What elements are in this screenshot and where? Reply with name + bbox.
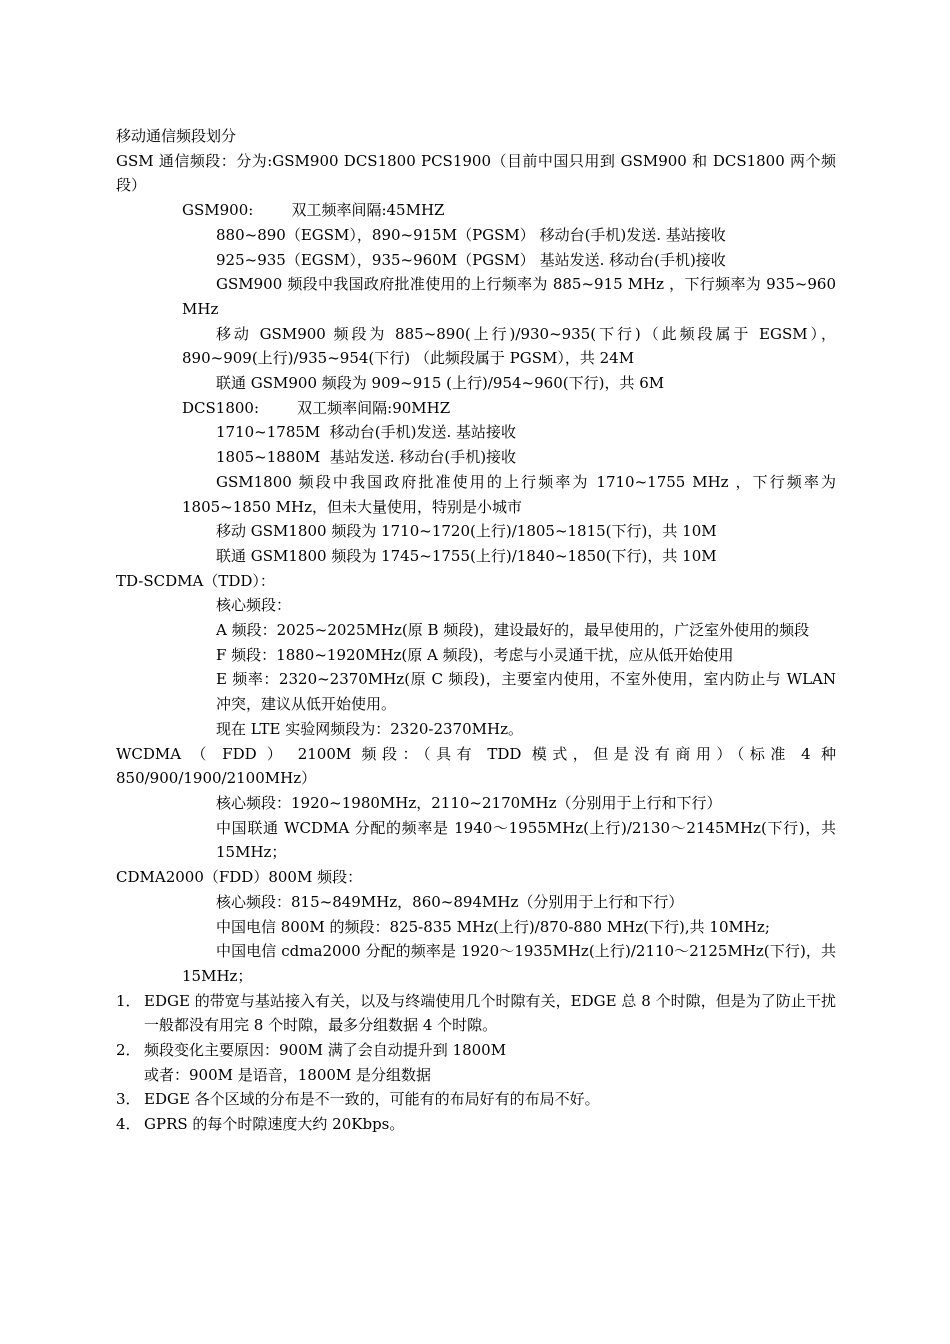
- dcs1800-line-1: 1710~1785M 移动台(手机)发送. 基站接收: [216, 423, 517, 442]
- note-item: [116, 1087, 836, 1112]
- dcs1800-line-3: GSM1800 频段中我国政府批准使用的上行频率为 1710~1755 MHz ，下行频率为 1805~1850 MHz，但未大量使用，特别是小城市: [182, 472, 836, 516]
- wcdma-core: 核心频段：1920~1980MHz，2110~2170MHz（分别用于上行和下行）: [216, 793, 722, 812]
- gsm900-line-5: 联通 GSM900 频段为 909~915 (上行)/954~960(下行)，共 6M: [216, 374, 665, 393]
- note-item: [116, 989, 836, 1038]
- wcdma-heading: WCDMA （ FDD ） 2100M 频段：（具有 TDD 模式，但是没有商用）（标准 4 种 850/900/1900/2100MHz）: [116, 744, 836, 788]
- td-band-e: E 频率：2320~2370MHz(原 C 频段)，主要室内使用，不室外使用，室内防止与 WLAN 冲突，建议从低开始使用。: [216, 670, 836, 714]
- note-item: [116, 1063, 836, 1088]
- td-core-label: 核心频段：: [216, 596, 292, 615]
- dcs1800-heading: DCS1800: 双工频率间隔:90MHZ: [182, 398, 451, 417]
- note-item: [116, 1038, 836, 1063]
- gsm900-line-2: 925~935（EGSM），935~960M（PGSM） 基站发送. 移动台(手机)接收: [216, 250, 726, 269]
- note-item: [116, 1112, 836, 1137]
- td-scdma-heading: TD-SCDMA（TDD）：: [116, 571, 275, 590]
- note-number: 4．: [116, 1115, 141, 1134]
- wcdma-unicom: 中国联通 WCDMA 分配的频率是 1940～1955MHz(上行)/2130～2145MHz(下行)，共 15MHz；: [216, 818, 836, 862]
- gsm900-line-1: 880~890（EGSM），890~915M（PGSM） 移动台(手机)发送. 基站接收: [216, 225, 726, 244]
- dcs1800-line-2: 1805~1880M 基站发送. 移动台(手机)接收: [216, 448, 517, 467]
- doc-title: 移动通信频段划分: [116, 127, 237, 145]
- cdma-telecom-800: 中国电信 800M 的频段：825-835 MHz(上行)/870-880 MHz(下行),共 10MHz;: [216, 917, 770, 936]
- note-number: 1．: [116, 991, 141, 1010]
- cdma2000-heading: CDMA2000（FDD）800M 频段：: [116, 868, 363, 887]
- note-text: EDGE 各个区域的分布是不一致的，可能有的布局好有的布局不好。: [144, 1090, 600, 1109]
- td-band-a: A 频段：2025~2025MHz(原 B 频段)，建设最好的，最早使用的，广泛室外使用的频段: [216, 621, 810, 640]
- note-text: 频段变化主要原因：900M 满了会自动提升到 1800M: [144, 1041, 507, 1060]
- dcs1800-line-4: 移动 GSM1800 频段为 1710~1720(上行)/1805~1815(下行)，共 10M: [216, 522, 717, 541]
- note-text: EDGE 的带宽与基站接入有关，以及与终端使用几个时隙有关，EDGE 总 8 个时隙，但是为了防止干扰一般都没有用完 8 个时隙，最多分组数据 4 个时隙。: [144, 991, 836, 1035]
- document-page: [116, 124, 836, 1137]
- gsm900-line-3: GSM900 频段中我国政府批准使用的上行频率为 885~915 MHz ，下行频率为 935~960 MHz: [182, 275, 836, 318]
- cdma-telecom-2000: 中国电信 cdma2000 分配的频率是 1920～1935MHz(上行)/2110～2125MHz(下行)，共 15MHz；: [182, 942, 836, 985]
- gsm-intro: GSM 通信频段：分为:GSM900 DCS1800 PCS1900（目前中国只用到 GSM900 和 DCS1800 两个频段）: [116, 151, 836, 195]
- note-text: GPRS 的每个时隙速度大约 20Kbps。: [144, 1115, 405, 1134]
- note-number: 3．: [116, 1090, 141, 1109]
- gsm900-line-4: 移动 GSM900 频段为 885~890(上行)/930~935(下行)（此频段属于 EGSM），890~909(上行)/935~954(下行) （此频段属于 PGSM），共 24M: [182, 324, 836, 368]
- cdma-core: 核心频段：815~849MHz，860~894MHz（分别用于上行和下行）: [216, 892, 684, 911]
- note-number: 2．: [116, 1041, 141, 1060]
- note-number: [116, 1063, 144, 1088]
- gsm900-heading: GSM900: 双工频率间隔:45MHZ: [182, 201, 445, 220]
- dcs1800-line-5: 联通 GSM1800 频段为 1745~1755(上行)/1840~1850(下行)，共 10M: [216, 546, 717, 565]
- note-text: 或者：900M 是语音，1800M 是分组数据: [144, 1065, 432, 1084]
- td-lte-note: 现在 LTE 实验网频段为：2320-2370MHz。: [216, 719, 523, 738]
- td-band-f: F 频段：1880~1920MHz(原 A 频段)，考虑与小灵通干扰，应从低开始使用: [216, 645, 734, 664]
